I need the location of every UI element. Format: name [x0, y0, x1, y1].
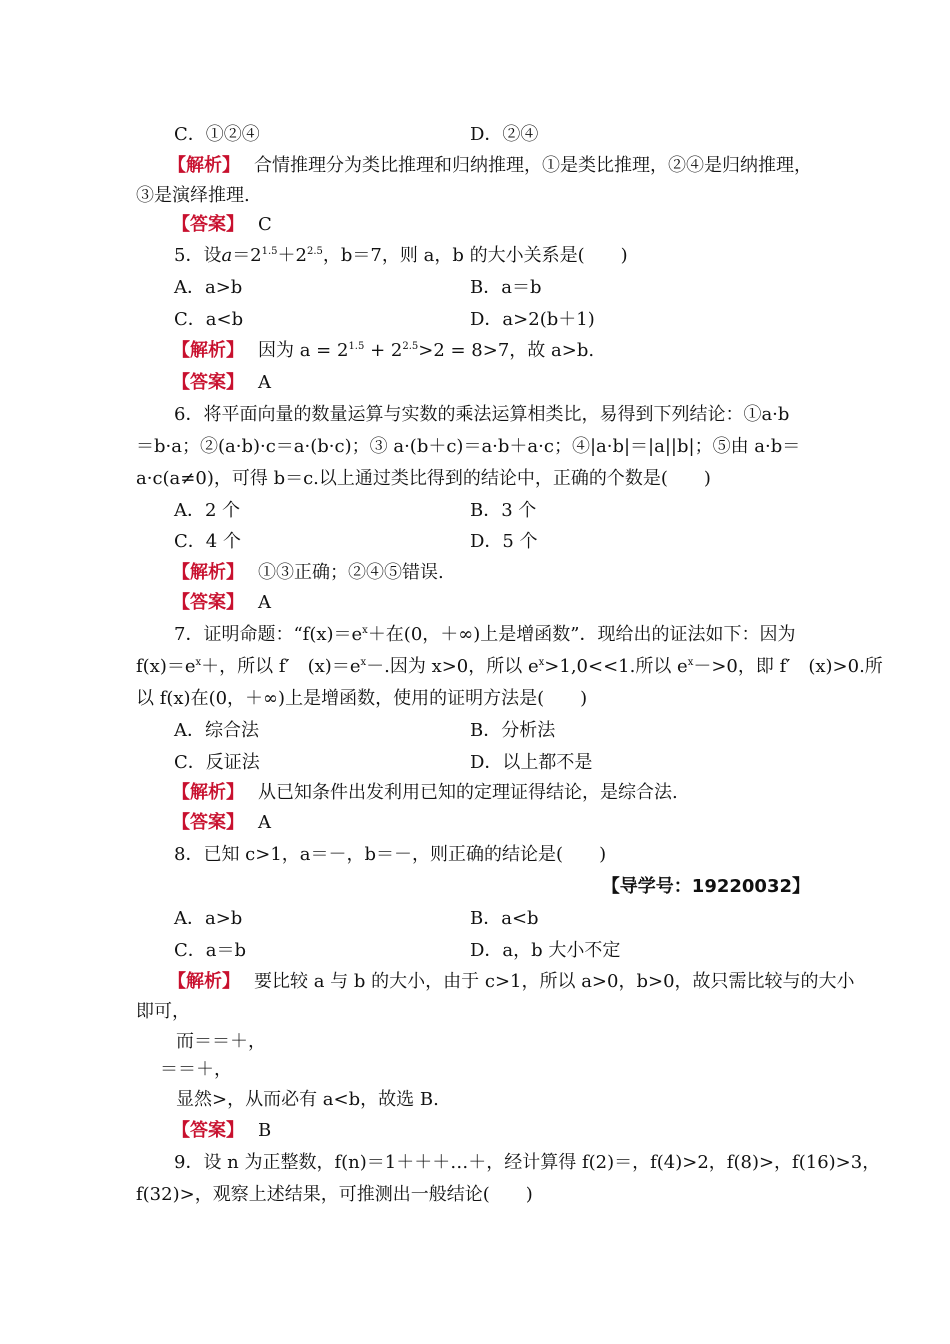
q7-l2-sup3: x: [538, 657, 545, 668]
q7-l2-d: >1,0<<1.所以 e: [544, 656, 688, 677]
q7-stem-line1: [174, 622, 796, 648]
q5-plus: ＋2: [277, 245, 307, 266]
q4-option-d: D．②④: [470, 124, 539, 145]
q7-answer-value: A: [258, 812, 271, 833]
analysis-tag: 【解析】: [168, 155, 240, 176]
q8-analysis-line4: ＝＝＋，: [160, 1059, 232, 1080]
q7-option-c: C．反证法: [174, 752, 260, 773]
analysis-tag: 【解析】: [172, 782, 244, 803]
q5-var-a: a: [221, 245, 233, 266]
answer-tag: 【答案】: [172, 1120, 244, 1141]
q6-stem-line2: ＝b·a；②(a·b)·c＝a·(b·c)；③ a·(b＋c)＝a·b＋a·c；④|a·b|＝|a||b|；⑤由 a·b＝: [136, 436, 801, 457]
q4-answer: [172, 212, 272, 238]
q7-l1-sup: x: [362, 625, 368, 636]
q6-option-c: C．4 个: [174, 531, 241, 552]
q6-option-a: A．2 个: [174, 500, 241, 521]
q6-analysis-text: ①③正确；②④⑤错误.: [258, 562, 444, 583]
q5-option-d: D．a>2(b＋1): [470, 309, 595, 330]
q5-exp2: 2.5: [307, 246, 323, 257]
q4-analysis: [168, 153, 812, 179]
q9-stem-line2: f(32)>，观察上述结果，可推测出一般结论( ): [136, 1184, 533, 1205]
q5-answer-value: A: [258, 372, 271, 393]
answer-tag: 【答案】: [172, 214, 244, 235]
q6-analysis: [172, 560, 444, 586]
q6-stem-line3: a·c(a≠0)，可得 b＝c.以上通过类比得到的结论中，正确的个数是( ): [136, 468, 711, 489]
q6-answer: [172, 590, 271, 616]
q7-stem-line2: [136, 654, 883, 680]
q7-l2-c: －.因为 x>0，所以 e: [366, 656, 539, 677]
q8-option-d: D．a，b 大小不定: [470, 940, 621, 961]
q7-l1-a: 7．证明命题：“f(x)＝e: [174, 624, 363, 645]
q5-stem: [174, 243, 628, 269]
q8-analysis-line3: 而＝＝＋，: [176, 1031, 266, 1052]
q7-l2-e: －>0，即 f′ (x)>0.所: [693, 656, 883, 677]
q8-reference-number: 【导学号：19220032】: [601, 876, 810, 897]
q5-analysis-exp1: 1.5: [348, 341, 365, 352]
analysis-tag: 【解析】: [168, 971, 240, 992]
q7-l1-b: ＋在(0，＋∞)上是增函数”．现给出的证法如下：因为: [367, 624, 796, 645]
q7-l2-b: ＋，所以 f′ (x)＝e: [201, 656, 361, 677]
q6-option-b: B．3 个: [470, 500, 537, 521]
q8-analysis-line5: 显然>，从而必有 a<b，故选 B.: [176, 1089, 439, 1110]
q6-stem-line1: 6．将平面向量的数量运算与实数的乘法运算相类比，易得到下列结论：①a·b: [174, 404, 790, 425]
q7-answer: [172, 810, 271, 836]
q8-stem: 8．已知 c>1，a＝－，b＝－，则正确的结论是( ): [174, 844, 607, 865]
q5-analysis-exp2: 2.5: [402, 341, 419, 352]
q8-option-a: A．a>b: [174, 908, 243, 929]
q7-analysis-text: 从已知条件出发利用已知的定理证得结论，是综合法.: [258, 782, 678, 803]
q5-rest: ，b＝7，则 a，b 的大小关系是( ): [322, 245, 628, 266]
q7-l2-sup2: x: [360, 657, 367, 668]
q8-option-c: C．a＝b: [174, 940, 247, 961]
q7-stem-line3: 以 f(x)在(0，＋∞)上是增函数，使用的证明方法是( ): [136, 688, 588, 709]
q8-answer-value: B: [258, 1120, 272, 1141]
q5-prefix: 5．设: [174, 245, 222, 266]
q8-analysis-text: 要比较 a 与 b 的大小，由于 c>1，所以 a>0，b>0，故只需比较与的大小: [254, 971, 855, 992]
answer-tag: 【答案】: [172, 592, 244, 613]
q8-analysis-line2: 即可，: [136, 1001, 190, 1022]
q5-analysis-pre: 因为 a = 2: [258, 340, 349, 361]
q4-option-c: C．①②④: [174, 124, 260, 145]
q5-eq: ＝2: [232, 245, 262, 266]
q5-option-b: B．a＝b: [470, 277, 542, 298]
answer-tag: 【答案】: [172, 812, 244, 833]
q5-exp1: 1.5: [261, 246, 278, 257]
q7-l2-sup1: x: [195, 657, 202, 668]
q4-answer-value: C: [258, 214, 272, 235]
q6-option-d: D．5 个: [470, 531, 538, 552]
q5-analysis-mid: + 2: [364, 340, 403, 361]
q5-analysis: [172, 338, 594, 364]
q5-answer: [172, 370, 271, 396]
q5-option-a: A．a>b: [174, 277, 243, 298]
q4-analysis-cont: ③是演绎推理.: [136, 185, 250, 206]
analysis-tag: 【解析】: [172, 340, 244, 361]
q7-option-b: B．分析法: [470, 720, 556, 741]
answer-tag: 【答案】: [172, 372, 244, 393]
q9-stem-line1: 9．设 n 为正整数，f(n)＝1＋＋＋…＋，经计算得 f(2)＝，f(4)>2，f(8)>，f(16)>3，: [174, 1152, 881, 1173]
q4-analysis-text: 合情推理分为类比推理和归纳推理，①是类比推理，②④是归纳推理，: [254, 155, 812, 176]
q8-option-b: B．a<b: [470, 908, 539, 929]
q5-analysis-post: >2 = 8>7，故 a>b.: [418, 340, 595, 361]
analysis-tag: 【解析】: [172, 562, 244, 583]
q7-l2-a: f(x)＝e: [136, 656, 196, 677]
q5-option-c: C．a<b: [174, 309, 244, 330]
q7-l2-sup4: x: [687, 657, 694, 668]
q7-option-d: D．以上都不是: [470, 752, 593, 773]
q6-answer-value: A: [258, 592, 271, 613]
q8-analysis: [168, 969, 855, 995]
q8-answer: [172, 1118, 271, 1144]
q7-option-a: A．综合法: [174, 720, 259, 741]
q7-analysis: [172, 780, 678, 806]
